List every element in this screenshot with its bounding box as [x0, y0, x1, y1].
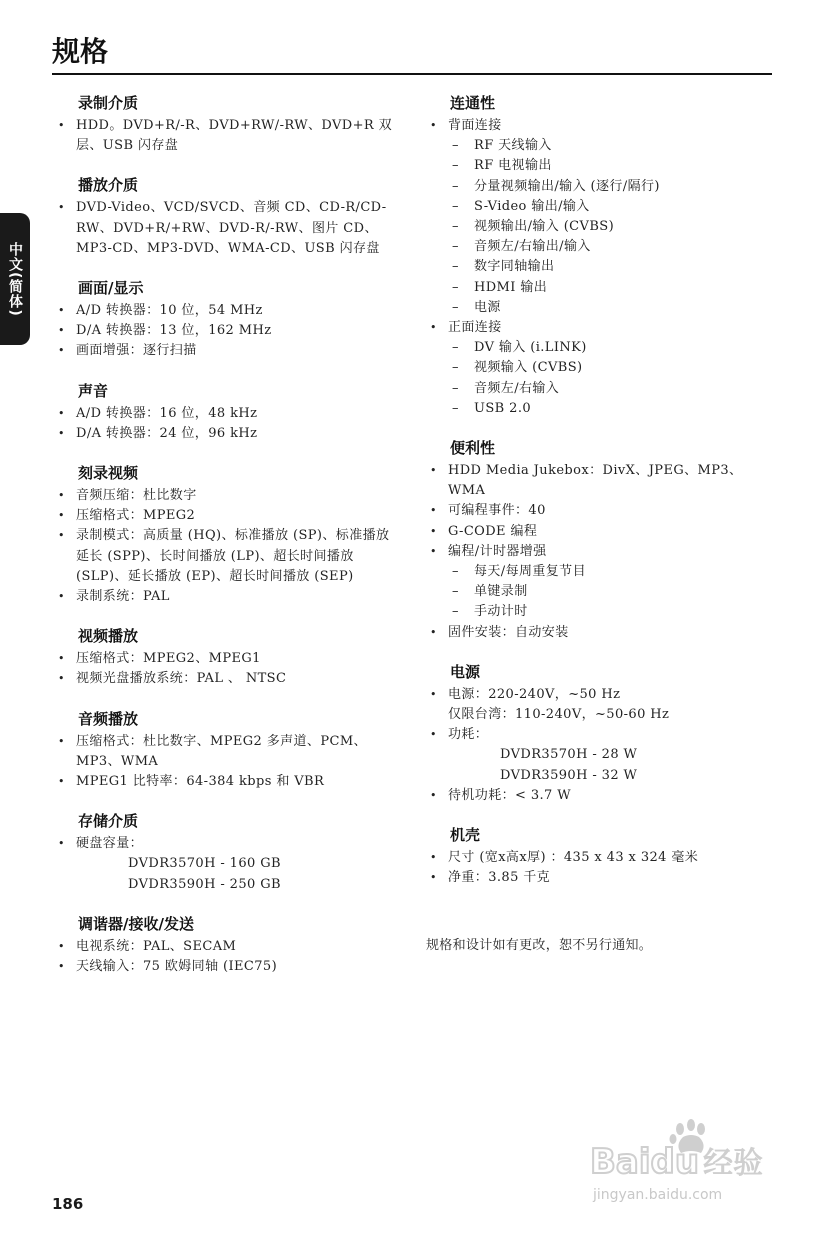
- section-title: 录制介质: [78, 94, 139, 112]
- spec-item: • 可编程事件：40: [430, 501, 775, 521]
- spec-item: • 录制系统：PAL: [58, 587, 398, 607]
- section-convenience: [430, 437, 775, 643]
- section-title: 调谐器/接收/发送: [78, 914, 194, 933]
- spec-subitem: – HDMI 输出: [430, 278, 775, 298]
- spec-subitem: – 数字同轴输出: [430, 257, 775, 277]
- spec-item: • 电源：220-240V，~50 Hz: [430, 685, 775, 705]
- spec-line: DVDR3590H - 32 W: [500, 767, 638, 783]
- section-tuner: [58, 913, 398, 977]
- section-title: 音频播放: [78, 709, 139, 728]
- section-title: 存储介质: [78, 812, 139, 831]
- section-title: 连通性: [450, 94, 496, 112]
- spec-item: • 音频压缩：杜比数字: [58, 486, 398, 506]
- section-title: 电源: [450, 662, 481, 681]
- spec-subitem: – S-Video 输出/输入: [430, 197, 775, 217]
- spec-subitem: – 每天/每周重复节目: [430, 562, 775, 582]
- spec-subitem: – USB 2.0: [430, 399, 775, 419]
- section-recording-media: [58, 92, 398, 156]
- section-sound: [58, 380, 398, 444]
- spec-item: • 压缩格式：杜比数字、MPEG2 多声道、PCM、MP3、WMA: [58, 732, 398, 772]
- spec-item: • 视频光盘播放系统：PAL 、 NTSC: [58, 669, 398, 689]
- title-rule: [52, 73, 772, 75]
- section-title: 播放介质: [78, 176, 139, 195]
- spec-subitem: – 分量视频输出/输入 (逐行/隔行): [430, 177, 775, 197]
- spec-subitem: – 音频左/右输出/输入: [430, 237, 775, 257]
- page-title: 规格: [52, 35, 109, 68]
- spec-item: • D/A 转换器：13 位，162 MHz: [58, 321, 398, 341]
- section-title: 机壳: [450, 826, 481, 845]
- spec-item: • 天线输入：75 欧姆同轴 (IEC75): [58, 957, 398, 977]
- section-video-recording: [58, 462, 398, 607]
- spec-subitem: – 视频输入 (CVBS): [430, 358, 775, 378]
- spec-item: • 待机功耗：< 3.7 W: [430, 786, 775, 806]
- spec-item: • 净重：3.85 千克: [430, 868, 775, 888]
- spec-item: • 尺寸 (宽x高x厚) ：435 x 43 x 324 毫米: [430, 848, 775, 868]
- section-connectivity: [430, 92, 775, 419]
- spec-item: • 电视系统：PAL、SECAM: [58, 937, 398, 957]
- section-power: [430, 661, 775, 806]
- watermark-url: jingyan.baidu.com: [593, 1187, 723, 1203]
- spec-subitem: – DV 输入 (i.LINK): [430, 338, 775, 358]
- section-title: 便利性: [450, 439, 496, 458]
- spec-line: DVDR3570H - 28 W: [500, 747, 638, 763]
- spec-line: DVDR3590H - 250 GB: [128, 876, 281, 892]
- section-title: 视频播放: [78, 627, 139, 646]
- baidu-jingyan-watermark: [585, 1115, 775, 1205]
- section-picture-display: [58, 277, 398, 362]
- spec-item: • 功耗：: [430, 725, 775, 745]
- spec-change-note: 规格和设计如有更改，恕不另行通知。: [426, 938, 653, 953]
- section-playback-media: [58, 174, 398, 259]
- spec-subitem: – 音频左/右输入: [430, 379, 775, 399]
- spec-subitem: – 电源: [430, 298, 775, 318]
- section-title: 声音: [78, 381, 109, 400]
- watermark-brand-cn: 经验: [703, 1146, 763, 1181]
- section-title: 刻录视频: [78, 464, 139, 483]
- spec-item: • 背面连接: [430, 116, 775, 136]
- spec-item: • D/A 转换器：24 位，96 kHz: [58, 424, 398, 444]
- spec-item: • 硬盘容量：: [58, 834, 398, 854]
- left-column: [58, 92, 398, 995]
- spec-subitem: – 单键录制: [430, 582, 775, 602]
- spec-item: • DVD-Video、VCD/SVCD、音频 CD、CD-R/CD-RW、DVD+R/+RW、DVD-R/-RW、图片 CD、MP3-CD、MP3-DVD、WMA-CD、USB 闪存盘: [58, 198, 398, 259]
- section-video-playback: [58, 625, 398, 689]
- section-cabinet: [430, 824, 775, 888]
- spec-item: • 压缩格式：MPEG2: [58, 506, 398, 526]
- watermark-brand: Baidu: [590, 1142, 700, 1182]
- page-number: 186: [52, 1195, 84, 1213]
- spec-subitem: – RF 电视输出: [430, 156, 775, 176]
- spec-item: • HDD Media Jukebox：DivX、JPEG、MP3、WMA: [430, 461, 775, 501]
- spec-item: • 正面连接: [430, 318, 775, 338]
- section-storage-media: [58, 810, 398, 895]
- spec-item: • 编程/计时器增强: [430, 542, 775, 562]
- spec-item: • 画面增强：逐行扫描: [58, 341, 398, 361]
- spec-line: 仅限台湾：110-240V，~50-60 Hz: [448, 707, 670, 723]
- spec-subitem: – RF 天线输入: [430, 136, 775, 156]
- spec-subitem: – 视频输出/输入 (CVBS): [430, 217, 775, 237]
- language-tab: 中文(简体): [0, 213, 30, 345]
- spec-item: • G-CODE 编程: [430, 522, 775, 542]
- spec-subitem: – 手动计时: [430, 602, 775, 622]
- spec-item: • MPEG1 比特率：64-384 kbps 和 VBR: [58, 772, 398, 792]
- spec-line: DVDR3570H - 160 GB: [128, 856, 281, 872]
- spec-item: • 固件安装：自动安装: [430, 623, 775, 643]
- spec-item: • 录制模式：高质量 (HQ)、标准播放 (SP)、标准播放延长 (SPP)、长时间播放 (LP)、超长时间播放 (SLP)、延长播放 (EP)、超长时间播放 (SEP): [58, 526, 398, 587]
- spec-item: • A/D 转换器：16 位，48 kHz: [58, 404, 398, 424]
- spec-item: • HDD。DVD+R/-R、DVD+RW/-RW、DVD+R 双层、USB 闪存盘: [58, 116, 398, 156]
- section-audio-playback: [58, 708, 398, 793]
- spec-item: • A/D 转换器：10 位，54 MHz: [58, 301, 398, 321]
- section-title: 画面/显示: [78, 279, 144, 298]
- spec-item: • 压缩格式：MPEG2、MPEG1: [58, 649, 398, 669]
- right-column: [430, 92, 775, 907]
